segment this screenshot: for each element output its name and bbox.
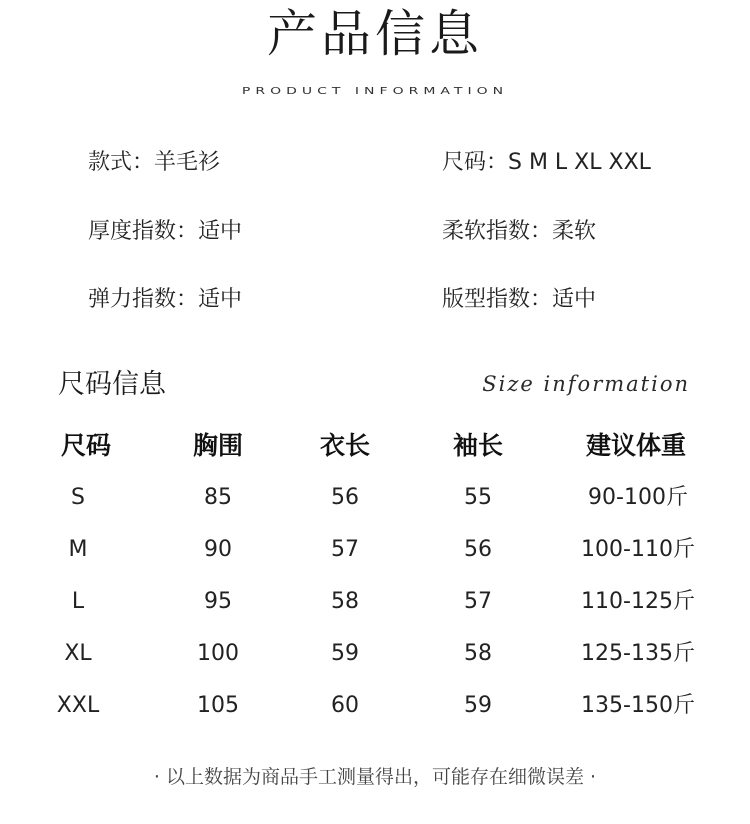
table-cell-chest: 95 (204, 589, 232, 614)
table-cell-chest: 90 (204, 537, 232, 562)
info-sizes: 尺码：S M L XL XXL (442, 150, 651, 175)
size-section-subtitle: Size information (482, 372, 690, 396)
table-cell-sleeve: 58 (464, 641, 492, 666)
table-cell-size: S (71, 485, 85, 510)
table-cell-size: M (68, 537, 88, 562)
info-softness: 柔软指数：柔软 (442, 219, 597, 244)
page-subtitle: PRODUCT INFORMATION (241, 85, 509, 97)
table-cell-sleeve: 55 (464, 485, 492, 510)
table-header-chest: 胸围 (192, 431, 244, 460)
table-cell-size: XL (64, 641, 92, 666)
table-cell-sleeve: 59 (464, 693, 492, 718)
table-cell-length: 58 (331, 589, 359, 614)
info-fit: 版型指数：适中 (442, 287, 597, 312)
table-cell-weight: 100-110斤 (581, 537, 695, 562)
table-cell-size: L (71, 589, 85, 614)
table-cell-weight: 135-150斤 (581, 693, 695, 718)
table-cell-size: XXL (56, 693, 100, 718)
table-cell-chest: 105 (197, 693, 239, 718)
table-header-sleeve: 袖长 (452, 431, 504, 460)
table-header-weight: 建议体重 (585, 431, 687, 460)
info-elasticity: 弹力指数：适中 (88, 287, 243, 312)
table-cell-sleeve: 56 (464, 537, 492, 562)
size-section-title: 尺码信息 (58, 369, 166, 400)
table-cell-length: 60 (331, 693, 359, 718)
table-cell-chest: 85 (204, 485, 232, 510)
table-cell-length: 59 (331, 641, 359, 666)
table-cell-weight: 125-135斤 (581, 641, 695, 666)
table-header-length: 衣长 (319, 431, 371, 460)
info-style: 款式：羊毛衫 (88, 150, 221, 175)
table-cell-length: 57 (331, 537, 359, 562)
table-cell-weight: 110-125斤 (581, 589, 695, 614)
info-thickness: 厚度指数：适中 (88, 219, 243, 244)
table-cell-length: 56 (331, 485, 359, 510)
table-cell-chest: 100 (197, 641, 239, 666)
measurement-footnote: · 以上数据为商品手工测量得出，可能存在细微误差 · (153, 766, 597, 788)
table-cell-weight: 90-100斤 (588, 485, 688, 510)
table-cell-sleeve: 57 (464, 589, 492, 614)
table-header-size: 尺码 (60, 431, 112, 460)
page-title: 产品信息 (267, 5, 483, 63)
